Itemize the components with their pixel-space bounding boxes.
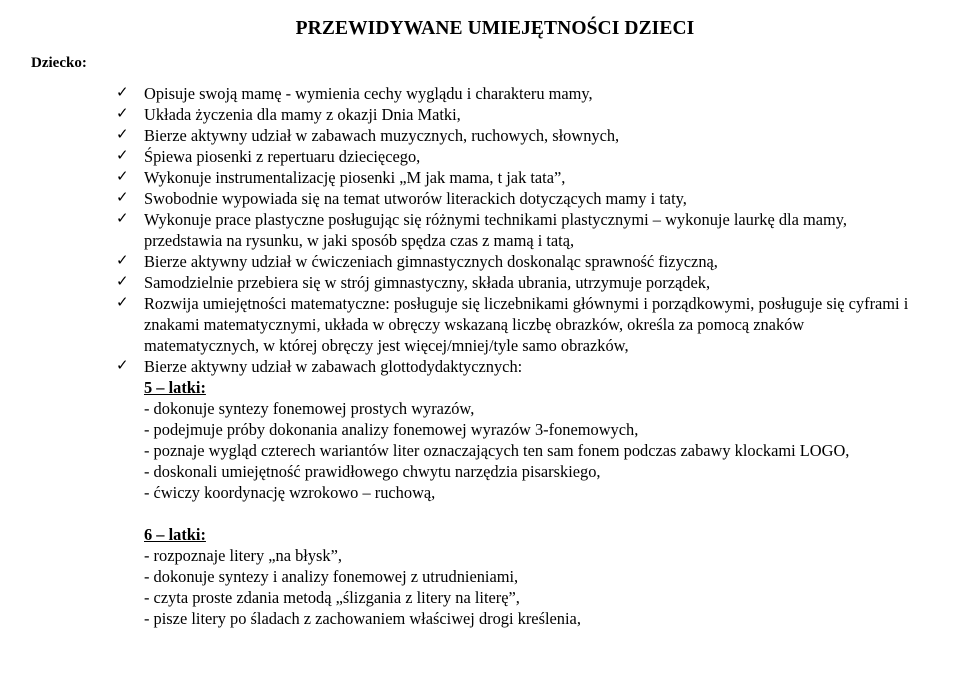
group-line: - dokonuje syntezy i analizy fonemowej z utrudnieniami,	[144, 567, 519, 586]
checkmark-icon: ✓	[116, 356, 129, 374]
group-line: - ćwiczy koordynację wzrokowo – ruchową,	[144, 483, 436, 502]
list-item	[116, 104, 916, 125]
list-item	[116, 251, 916, 272]
list-item	[116, 83, 916, 104]
page-title: PRZEWIDYWANE UMIEJĘTNOŚCI DZIECI	[295, 18, 695, 39]
list-item-text: Śpiewa piosenki z repertuaru dziecięcego,	[144, 147, 421, 166]
group-line: - poznaje wygląd czterech wariantów liter oznaczających ten sam fonem podczas zabawy klockami LOGO,	[144, 441, 850, 460]
group-heading: 6 – latki:	[144, 525, 206, 544]
checkmark-icon: ✓	[116, 188, 129, 206]
checkmark-icon: ✓	[116, 146, 129, 164]
group-heading: 5 – latki:	[144, 378, 206, 397]
list-item-text: Bierze aktywny udział w zabawach muzycznych, ruchowych, słownych,	[144, 126, 620, 145]
checkmark-icon: ✓	[116, 209, 129, 227]
group-line: - rozpoznaje litery „na błysk”,	[144, 546, 342, 565]
checkmark-icon: ✓	[116, 251, 129, 269]
group-line: - doskonali umiejętność prawidłowego chwytu narzędzia pisarskiego,	[144, 462, 601, 481]
checkmark-icon: ✓	[116, 125, 129, 143]
list-item	[116, 272, 916, 293]
list-item-text: Swobodnie wypowiada się na temat utworów literackich dotyczących mamy i taty,	[144, 189, 687, 208]
age-group-6	[144, 524, 916, 629]
list-item	[116, 356, 916, 377]
group-line: - podejmuje próby dokonania analizy fonemowej wyrazów 3-fonemowych,	[144, 420, 639, 439]
list-item	[116, 188, 916, 209]
age-group-5	[144, 377, 916, 503]
list-item	[116, 209, 916, 251]
list-item	[116, 125, 916, 146]
list-item	[116, 293, 916, 356]
checkmark-icon: ✓	[116, 167, 129, 185]
group-line: - pisze litery po śladach z zachowaniem właściwej drogi kreślenia,	[144, 609, 581, 628]
group-line: - dokonuje syntezy fonemowej prostych wyrazów,	[144, 399, 475, 418]
list-item-text: Samodzielnie przebiera się w strój gimnastyczny, składa ubrania, utrzymuje porządek,	[144, 273, 711, 292]
subject-label: Dziecko:	[31, 55, 87, 71]
skills-list	[116, 83, 916, 629]
checkmark-icon: ✓	[116, 272, 129, 290]
checkmark-icon: ✓	[116, 83, 129, 101]
checkmark-icon: ✓	[116, 293, 129, 311]
list-item-text: Rozwija umiejętności matematyczne: posługuje się liczebnikami głównymi i porządkowymi, posługuje się cyframi i znakami matematycznymi, układa w obręczy wskazaną liczbę obrazków, określa za pomocą znaków matematycznych, w której obręczy jest więcej/mniej/tyle samo obrazków,	[144, 294, 909, 355]
checkmark-icon: ✓	[116, 104, 129, 122]
spacer	[144, 503, 916, 524]
list-item	[116, 167, 916, 188]
list-item-text: Wykonuje instrumentalizację piosenki „M jak mama, t jak tata”,	[144, 168, 566, 187]
group-line: - czyta proste zdania metodą „ślizgania z litery na literę”,	[144, 588, 520, 607]
list-item-text: Opisuje swoją mamę - wymienia cechy wyglądu i charakteru mamy,	[144, 84, 593, 103]
list-item-text: Bierze aktywny udział w ćwiczeniach gimnastycznych doskonaląc sprawność fizyczną,	[144, 252, 718, 271]
list-item-text: Wykonuje prace plastyczne posługując się różnymi technikami plastycznymi – wykonuje laurkę dla mamy, przedstawia na rysunku, w jaki sposób spędza czas z mamą i tatą,	[144, 210, 847, 250]
list-item-text: Układa życzenia dla mamy z okazji Dnia Matki,	[144, 105, 461, 124]
list-item-text: Bierze aktywny udział w zabawach glottodydaktycznych:	[144, 357, 523, 376]
list-item	[116, 146, 916, 167]
